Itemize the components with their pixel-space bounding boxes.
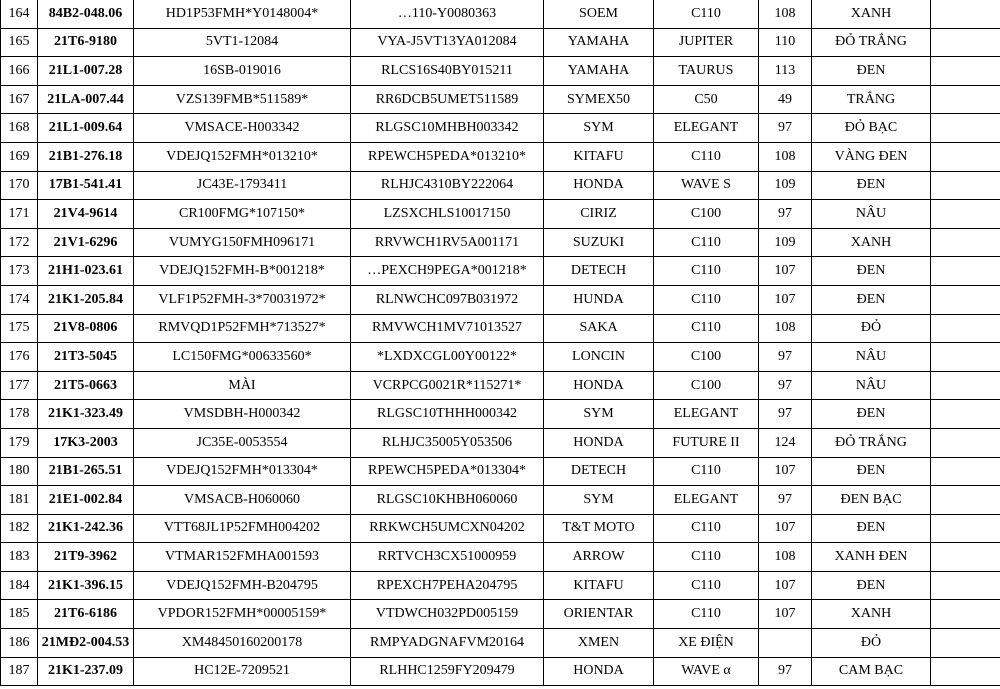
chassis-number-cell: RRTVCH3CX51000959 bbox=[351, 543, 544, 572]
chassis-number-cell: RLHJC35005Y053506 bbox=[351, 428, 544, 457]
engine-capacity-cell: 97 bbox=[759, 400, 812, 429]
engine-number-cell: HD1P53FMH*Y0148004* bbox=[134, 0, 351, 28]
engine-number-cell: VTMAR152FMHA001593 bbox=[134, 543, 351, 572]
engine-number-cell: 5VT1-12084 bbox=[134, 28, 351, 57]
engine-capacity-cell: 113 bbox=[759, 57, 812, 86]
color-cell: ĐEN bbox=[812, 285, 931, 314]
engine-capacity-cell: 109 bbox=[759, 228, 812, 257]
table-row bbox=[1, 85, 1000, 114]
note-cell bbox=[931, 428, 1000, 457]
plate-number-cell: 21B1-276.18 bbox=[38, 142, 134, 171]
engine-capacity-cell: 107 bbox=[759, 257, 812, 286]
row-number-cell: 184 bbox=[1, 571, 38, 600]
table-row bbox=[1, 142, 1000, 171]
plate-number-cell: 21V1-6296 bbox=[38, 228, 134, 257]
chassis-number-cell: RLHJC4310BY222064 bbox=[351, 171, 544, 200]
table-row bbox=[1, 514, 1000, 543]
plate-number-cell: 21T6-9180 bbox=[38, 28, 134, 57]
row-number-cell: 187 bbox=[1, 657, 38, 686]
plate-number-cell: 21L1-007.28 bbox=[38, 57, 134, 86]
row-number-cell: 173 bbox=[1, 257, 38, 286]
color-cell: XANH bbox=[812, 0, 931, 28]
brand-cell: HUNDA bbox=[544, 285, 654, 314]
brand-cell: SYMEX50 bbox=[544, 85, 654, 114]
row-number-cell: 168 bbox=[1, 114, 38, 143]
note-cell bbox=[931, 28, 1000, 57]
brand-cell: SYM bbox=[544, 486, 654, 515]
engine-capacity-cell: 107 bbox=[759, 514, 812, 543]
plate-number-cell: 21K1-242.36 bbox=[38, 514, 134, 543]
table-row bbox=[1, 486, 1000, 515]
plate-number-cell: 21B1-265.51 bbox=[38, 457, 134, 486]
brand-cell: HONDA bbox=[544, 657, 654, 686]
engine-capacity-cell: 97 bbox=[759, 343, 812, 372]
row-number-cell: 186 bbox=[1, 629, 38, 658]
engine-capacity-cell: 108 bbox=[759, 0, 812, 28]
table-row bbox=[1, 0, 1000, 28]
brand-cell: DETECH bbox=[544, 257, 654, 286]
plate-number-cell: 21L1-009.64 bbox=[38, 114, 134, 143]
color-cell: ĐỎ bbox=[812, 629, 931, 658]
note-cell bbox=[931, 0, 1000, 28]
model-cell: ELEGANT bbox=[654, 486, 759, 515]
chassis-number-cell: RMVWCH1MV71013527 bbox=[351, 314, 544, 343]
note-cell bbox=[931, 657, 1000, 686]
engine-capacity-cell: 97 bbox=[759, 486, 812, 515]
engine-number-cell: VMSACE-H003342 bbox=[134, 114, 351, 143]
chassis-number-cell: RRKWCH5UMCXN04202 bbox=[351, 514, 544, 543]
plate-number-cell: 84B2-048.06 bbox=[38, 0, 134, 28]
table-row bbox=[1, 228, 1000, 257]
engine-capacity-cell: 97 bbox=[759, 114, 812, 143]
chassis-number-cell: VTDWCH032PD005159 bbox=[351, 600, 544, 629]
chassis-number-cell: RLCS16S40BY015211 bbox=[351, 57, 544, 86]
brand-cell: LONCIN bbox=[544, 343, 654, 372]
note-cell bbox=[931, 400, 1000, 429]
chassis-number-cell: LZSXCHLS10017150 bbox=[351, 200, 544, 229]
note-cell bbox=[931, 486, 1000, 515]
chassis-number-cell: RLGSC10THHH000342 bbox=[351, 400, 544, 429]
engine-number-cell: RMVQD1P52FMH*713527* bbox=[134, 314, 351, 343]
model-cell: C110 bbox=[654, 142, 759, 171]
table-row bbox=[1, 285, 1000, 314]
model-cell: C110 bbox=[654, 228, 759, 257]
note-cell bbox=[931, 285, 1000, 314]
model-cell: C110 bbox=[654, 600, 759, 629]
plate-number-cell: 17K3-2003 bbox=[38, 428, 134, 457]
chassis-number-cell: RRVWCH1RV5A001171 bbox=[351, 228, 544, 257]
chassis-number-cell: …110-Y0080363 bbox=[351, 0, 544, 28]
engine-capacity-cell bbox=[759, 629, 812, 658]
row-number-cell: 167 bbox=[1, 85, 38, 114]
row-number-cell: 171 bbox=[1, 200, 38, 229]
brand-cell: SYM bbox=[544, 400, 654, 429]
table-row bbox=[1, 371, 1000, 400]
color-cell: ĐỎ BẠC bbox=[812, 114, 931, 143]
chassis-number-cell: RPEWCH5PEDA*013304* bbox=[351, 457, 544, 486]
engine-capacity-cell: 107 bbox=[759, 285, 812, 314]
plate-number-cell: 21T9-3962 bbox=[38, 543, 134, 572]
table-row bbox=[1, 571, 1000, 600]
chassis-number-cell: *LXDXCGL00Y00122* bbox=[351, 343, 544, 372]
engine-number-cell: VLF1P52FMH-3*70031972* bbox=[134, 285, 351, 314]
model-cell: FUTURE II bbox=[654, 428, 759, 457]
vehicle-table-body bbox=[1, 0, 1000, 686]
engine-capacity-cell: 107 bbox=[759, 600, 812, 629]
color-cell: ĐEN bbox=[812, 457, 931, 486]
color-cell: ĐEN bbox=[812, 571, 931, 600]
model-cell: C110 bbox=[654, 457, 759, 486]
note-cell bbox=[931, 629, 1000, 658]
plate-number-cell: 21MĐ2-004.53 bbox=[38, 629, 134, 658]
color-cell: NÂU bbox=[812, 343, 931, 372]
model-cell: XE ĐIỆN bbox=[654, 629, 759, 658]
color-cell: NÂU bbox=[812, 200, 931, 229]
model-cell: WAVE S bbox=[654, 171, 759, 200]
plate-number-cell: 21K1-205.84 bbox=[38, 285, 134, 314]
engine-number-cell: VZS139FMB*511589* bbox=[134, 85, 351, 114]
engine-capacity-cell: 49 bbox=[759, 85, 812, 114]
row-number-cell: 169 bbox=[1, 142, 38, 171]
model-cell: TAURUS bbox=[654, 57, 759, 86]
engine-capacity-cell: 97 bbox=[759, 371, 812, 400]
table-row bbox=[1, 171, 1000, 200]
model-cell: C110 bbox=[654, 257, 759, 286]
color-cell: XANH bbox=[812, 600, 931, 629]
brand-cell: ARROW bbox=[544, 543, 654, 572]
model-cell: C110 bbox=[654, 0, 759, 28]
row-number-cell: 179 bbox=[1, 428, 38, 457]
brand-cell: DETECH bbox=[544, 457, 654, 486]
model-cell: C110 bbox=[654, 543, 759, 572]
table-row bbox=[1, 114, 1000, 143]
note-cell bbox=[931, 314, 1000, 343]
table-row bbox=[1, 600, 1000, 629]
note-cell bbox=[931, 371, 1000, 400]
engine-number-cell: HC12E-7209521 bbox=[134, 657, 351, 686]
engine-number-cell: VDEJQ152FMH*013210* bbox=[134, 142, 351, 171]
plate-number-cell: 21K1-323.49 bbox=[38, 400, 134, 429]
table-row bbox=[1, 28, 1000, 57]
model-cell: C100 bbox=[654, 343, 759, 372]
model-cell: C110 bbox=[654, 285, 759, 314]
engine-number-cell: VUMYG150FMH096171 bbox=[134, 228, 351, 257]
brand-cell: KITAFU bbox=[544, 571, 654, 600]
row-number-cell: 181 bbox=[1, 486, 38, 515]
table-row bbox=[1, 428, 1000, 457]
color-cell: ĐEN bbox=[812, 257, 931, 286]
model-cell: ELEGANT bbox=[654, 400, 759, 429]
row-number-cell: 176 bbox=[1, 343, 38, 372]
plate-number-cell: 21LA-007.44 bbox=[38, 85, 134, 114]
engine-number-cell: LC150FMG*00633560* bbox=[134, 343, 351, 372]
model-cell: C50 bbox=[654, 85, 759, 114]
engine-number-cell: MÀI bbox=[134, 371, 351, 400]
brand-cell: ORIENTAR bbox=[544, 600, 654, 629]
note-cell bbox=[931, 114, 1000, 143]
color-cell: ĐEN bbox=[812, 171, 931, 200]
brand-cell: HONDA bbox=[544, 428, 654, 457]
color-cell: CAM BẠC bbox=[812, 657, 931, 686]
note-cell bbox=[931, 57, 1000, 86]
row-number-cell: 174 bbox=[1, 285, 38, 314]
row-number-cell: 182 bbox=[1, 514, 38, 543]
engine-capacity-cell: 108 bbox=[759, 543, 812, 572]
engine-capacity-cell: 107 bbox=[759, 457, 812, 486]
engine-capacity-cell: 110 bbox=[759, 28, 812, 57]
engine-number-cell: VTT68JL1P52FMH004202 bbox=[134, 514, 351, 543]
chassis-number-cell: RPEWCH5PEDA*013210* bbox=[351, 142, 544, 171]
brand-cell: YAMAHA bbox=[544, 28, 654, 57]
row-number-cell: 165 bbox=[1, 28, 38, 57]
row-number-cell: 180 bbox=[1, 457, 38, 486]
model-cell: C100 bbox=[654, 371, 759, 400]
note-cell bbox=[931, 571, 1000, 600]
note-cell bbox=[931, 543, 1000, 572]
color-cell: ĐỎ bbox=[812, 314, 931, 343]
brand-cell: T&T MOTO bbox=[544, 514, 654, 543]
brand-cell: XMEN bbox=[544, 629, 654, 658]
engine-number-cell: 16SB-019016 bbox=[134, 57, 351, 86]
model-cell: JUPITER bbox=[654, 28, 759, 57]
table-row bbox=[1, 257, 1000, 286]
plate-number-cell: 21V4-9614 bbox=[38, 200, 134, 229]
chassis-number-cell: …PEXCH9PEGA*001218* bbox=[351, 257, 544, 286]
brand-cell: CIRIZ bbox=[544, 200, 654, 229]
row-number-cell: 185 bbox=[1, 600, 38, 629]
chassis-number-cell: RLGSC10KHBH060060 bbox=[351, 486, 544, 515]
chassis-number-cell: VCRPCG0021R*115271* bbox=[351, 371, 544, 400]
engine-number-cell: VMSACB-H060060 bbox=[134, 486, 351, 515]
engine-number-cell: VDEJQ152FMH*013304* bbox=[134, 457, 351, 486]
engine-capacity-cell: 107 bbox=[759, 571, 812, 600]
note-cell bbox=[931, 514, 1000, 543]
color-cell: ĐỎ TRẮNG bbox=[812, 428, 931, 457]
color-cell: NÂU bbox=[812, 371, 931, 400]
engine-capacity-cell: 108 bbox=[759, 142, 812, 171]
engine-capacity-cell: 97 bbox=[759, 657, 812, 686]
brand-cell: YAMAHA bbox=[544, 57, 654, 86]
chassis-number-cell: RLNWCHC097B031972 bbox=[351, 285, 544, 314]
table-row bbox=[1, 457, 1000, 486]
row-number-cell: 183 bbox=[1, 543, 38, 572]
brand-cell: SYM bbox=[544, 114, 654, 143]
engine-number-cell: VMSDBH-H000342 bbox=[134, 400, 351, 429]
model-cell: C100 bbox=[654, 200, 759, 229]
color-cell: ĐEN BẠC bbox=[812, 486, 931, 515]
engine-number-cell: JC43E-1793411 bbox=[134, 171, 351, 200]
row-number-cell: 166 bbox=[1, 57, 38, 86]
brand-cell: HONDA bbox=[544, 171, 654, 200]
note-cell bbox=[931, 142, 1000, 171]
engine-number-cell: VPDOR152FMH*00005159* bbox=[134, 600, 351, 629]
table-row bbox=[1, 57, 1000, 86]
chassis-number-cell: RLGSC10MHBH003342 bbox=[351, 114, 544, 143]
row-number-cell: 177 bbox=[1, 371, 38, 400]
note-cell bbox=[931, 343, 1000, 372]
plate-number-cell: 21T3-5045 bbox=[38, 343, 134, 372]
table-row bbox=[1, 657, 1000, 686]
engine-number-cell: VDEJQ152FMH-B204795 bbox=[134, 571, 351, 600]
engine-capacity-cell: 108 bbox=[759, 314, 812, 343]
row-number-cell: 164 bbox=[1, 0, 38, 28]
color-cell: ĐỎ TRẮNG bbox=[812, 28, 931, 57]
note-cell bbox=[931, 85, 1000, 114]
row-number-cell: 178 bbox=[1, 400, 38, 429]
chassis-number-cell: RMPYADGNAFVM20164 bbox=[351, 629, 544, 658]
plate-number-cell: 21V8-0806 bbox=[38, 314, 134, 343]
plate-number-cell: 21T5-0663 bbox=[38, 371, 134, 400]
row-number-cell: 170 bbox=[1, 171, 38, 200]
brand-cell: KITAFU bbox=[544, 142, 654, 171]
color-cell: XANH bbox=[812, 228, 931, 257]
model-cell: ELEGANT bbox=[654, 114, 759, 143]
table-row bbox=[1, 400, 1000, 429]
note-cell bbox=[931, 171, 1000, 200]
color-cell: ĐEN bbox=[812, 400, 931, 429]
chassis-number-cell: RPEXCH7PEHA204795 bbox=[351, 571, 544, 600]
brand-cell: SOEM bbox=[544, 0, 654, 28]
engine-capacity-cell: 109 bbox=[759, 171, 812, 200]
note-cell bbox=[931, 257, 1000, 286]
model-cell: WAVE α bbox=[654, 657, 759, 686]
row-number-cell: 175 bbox=[1, 314, 38, 343]
note-cell bbox=[931, 457, 1000, 486]
color-cell: VÀNG ĐEN bbox=[812, 142, 931, 171]
note-cell bbox=[931, 228, 1000, 257]
table-row bbox=[1, 314, 1000, 343]
color-cell: TRẮNG bbox=[812, 85, 931, 114]
table-row bbox=[1, 543, 1000, 572]
plate-number-cell: 21E1-002.84 bbox=[38, 486, 134, 515]
plate-number-cell: 21T6-6186 bbox=[38, 600, 134, 629]
engine-capacity-cell: 124 bbox=[759, 428, 812, 457]
brand-cell: HONDA bbox=[544, 371, 654, 400]
brand-cell: SAKA bbox=[544, 314, 654, 343]
chassis-number-cell: RLHHC1259FY209479 bbox=[351, 657, 544, 686]
plate-number-cell: 21K1-237.09 bbox=[38, 657, 134, 686]
chassis-number-cell: VYA-J5VT13YA012084 bbox=[351, 28, 544, 57]
model-cell: C110 bbox=[654, 571, 759, 600]
engine-number-cell: VDEJQ152FMH-B*001218* bbox=[134, 257, 351, 286]
note-cell bbox=[931, 600, 1000, 629]
plate-number-cell: 21K1-396.15 bbox=[38, 571, 134, 600]
table-row bbox=[1, 343, 1000, 372]
model-cell: C110 bbox=[654, 314, 759, 343]
brand-cell: SUZUKI bbox=[544, 228, 654, 257]
table-row bbox=[1, 629, 1000, 658]
color-cell: ĐEN bbox=[812, 514, 931, 543]
chassis-number-cell: RR6DCB5UMET511589 bbox=[351, 85, 544, 114]
plate-number-cell: 21H1-023.61 bbox=[38, 257, 134, 286]
engine-number-cell: XM48450160200178 bbox=[134, 629, 351, 658]
plate-number-cell: 17B1-541.41 bbox=[38, 171, 134, 200]
engine-number-cell: JC35E-0053554 bbox=[134, 428, 351, 457]
table-row bbox=[1, 200, 1000, 229]
color-cell: XANH ĐEN bbox=[812, 543, 931, 572]
engine-capacity-cell: 97 bbox=[759, 200, 812, 229]
model-cell: C110 bbox=[654, 514, 759, 543]
note-cell bbox=[931, 200, 1000, 229]
color-cell: ĐEN bbox=[812, 57, 931, 86]
engine-number-cell: CR100FMG*107150* bbox=[134, 200, 351, 229]
row-number-cell: 172 bbox=[1, 228, 38, 257]
